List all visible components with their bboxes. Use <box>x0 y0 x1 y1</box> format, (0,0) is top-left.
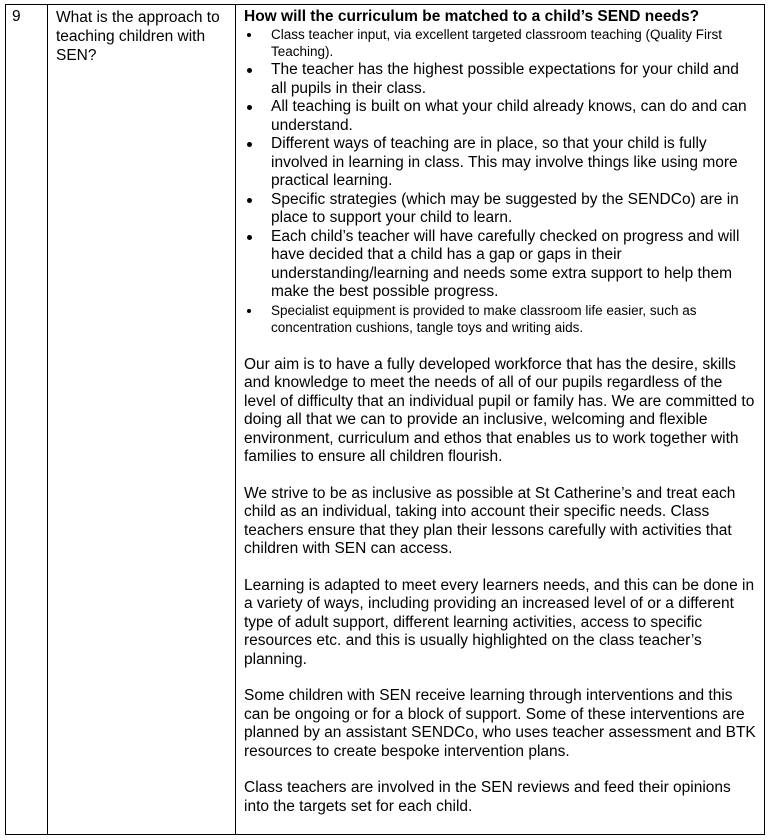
bullet-item <box>244 135 756 191</box>
row-number-cell <box>6 5 48 835</box>
bullet-item <box>244 61 756 98</box>
paragraph-inclusion: We strive to be as inclusive as possible at St Catherine’s and treat each child as an individual, taking into account their specific needs. Class teachers ensure that they plan their lessons carefully with activities that children with SEN can access. <box>244 484 736 557</box>
bullet-text: Specific strategies (which may be suggested by the SENDCo) are in place to support your child to learn. <box>271 190 739 226</box>
paragraph-reviews: Class teachers are involved in the SEN reviews and feed their opinions into the targets set for each child. <box>244 779 731 815</box>
question-cell <box>48 5 236 835</box>
bullet-dot-icon <box>247 33 251 37</box>
bullet-list <box>244 26 756 336</box>
question-text: What is the approach to teaching children with SEN? <box>56 9 220 64</box>
paragraph-interventions: Some children with SEN receive learning through interventions and this can be ongoing or for a block of support. Some of these interventions are planned by an assistant SENDCo, who uses teacher assessment and BTK resources to create bespoke intervention plans. <box>244 687 756 760</box>
paragraph-aim: Our aim is to have a fully developed workforce that has the desire, skills and knowledge to meet the needs of all of our pupils regardless of the level of difficulty that an individual pupil or family has. We are committed to doing all that we can to provide an inclusive, welcoming and flexible environment, curriculum and ethos that enables us to work together with families to ensure all children flourish. <box>244 355 755 465</box>
bullet-item <box>244 26 756 60</box>
bullet-item <box>244 191 756 228</box>
bullet-text: Specialist equipment is provided to make classroom life easier, such as concentration cushions, tangle toys and writing aids. <box>271 302 697 335</box>
answer-cell <box>236 5 765 835</box>
send-info-table <box>5 4 765 835</box>
paragraph-adaptation: Learning is adapted to meet every learners needs, and this can be done in a variety of ways, including providing an increased level of or a different type of adult support, different learning activities, access to specific resources etc. and this is usually highlighted on the class teacher’s planning. <box>244 576 755 668</box>
answer-heading: How will the curriculum be matched to a child’s SEND needs? <box>244 8 700 25</box>
bullet-text: All teaching is built on what your child already knows, can do and can understand. <box>271 98 747 134</box>
bullet-dot-icon <box>247 68 252 73</box>
bullet-text: Each child’s teacher will have carefully checked on progress and will have decided that a child has a gap or gaps in their understanding/learning and needs some extra support to help them make the best possible progress. <box>271 227 740 300</box>
bullet-dot-icon <box>247 235 252 240</box>
bullet-text: Different ways of teaching are in place, so that your child is fully involved in learning in class. This may involve things like using more practical learning. <box>271 135 738 189</box>
bullet-text: Class teacher input, via excellent targeted classroom teaching (Quality First Teaching). <box>271 27 722 59</box>
bullet-item <box>244 98 756 135</box>
row-number: 9 <box>12 8 21 25</box>
bullet-dot-icon <box>247 105 252 110</box>
answer-content <box>236 5 764 816</box>
bullet-item <box>244 302 756 336</box>
table-row <box>6 5 765 835</box>
bullet-text: The teacher has the highest possible expectations for your child and all pupils in their class. <box>271 61 739 97</box>
bullet-dot-icon <box>247 309 251 313</box>
bullet-dot-icon <box>247 142 252 147</box>
bullet-item <box>244 228 756 302</box>
bullet-dot-icon <box>247 198 252 203</box>
